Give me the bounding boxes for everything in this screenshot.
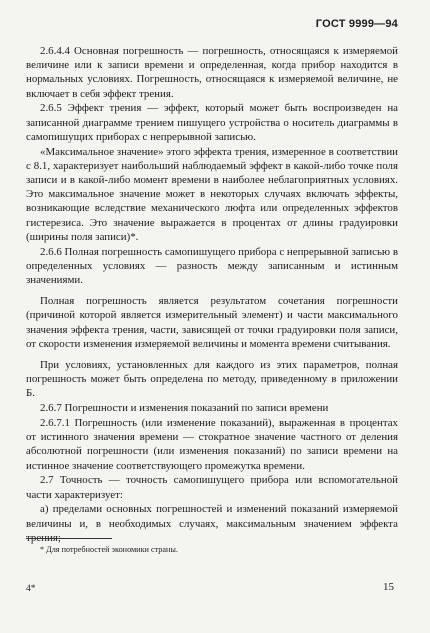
paragraph-2-6-7: 2.6.7 Погрешности и изменения показаний по записи времени — [40, 402, 329, 415]
paragraph-2-6-6: 2.6.6 Полная погрешность самопишущего прибора с непрерывной записью в определенных условиях — разность между записанным и истинным значениями. — [26, 245, 398, 287]
footnote: * Для потребностей экономики страны. — [40, 545, 178, 554]
page-header-standard: ГОСТ 9999—94 — [315, 18, 398, 30]
paragraph-conditions: При условиях, установленных для каждого из этих параметров, полная погрешность может быть определена по методу, приведенному в приложении Б. — [26, 359, 398, 400]
paragraph-2-6-5: 2.6.5 Эффект трения — эффект, который может быть воспроизведен на записанной диаграмме трением пишущего устройства о носитель диаграммы в самопишущих приборах с непрерывной записью. — [26, 102, 398, 143]
page-number: 15 — [383, 581, 394, 593]
signature-mark: 4* — [26, 584, 36, 594]
paragraph-max-value: «Максимальное значение» этого эффекта трения, измеренное в соответствии с 8.1, характеризует наибольший наблюдаемый эффект в какой-либо точке поля записи и в какой-либо момент времени в наиболее неблагоприятных условиях. Это максимальное значение может в некоторых случаях включать эффекты, возникающие вследствие механического люфта или определенных эффектов гистерезиса. Это значение выражается в процентах от длины градуировки (ширины поля записи)*. — [26, 145, 398, 243]
document-body — [26, 44, 398, 546]
paragraph-total-error: Полная погрешность является результатом сочетания погрешности (причиной которой является измерительный элемент) и части максимального значения эффекта трения, части, зависящей от точки градуировки поля записи, от скорости изменения измеряемой величины и момента времени считывания. — [26, 295, 398, 350]
footnote-divider — [26, 538, 112, 539]
paragraph-2-6-4-4: 2.6.4.4 Основная погрешность — погрешность, относящаяся к измеряемой величине или к записи времени и определенная, когда прибор находится в нормальных условиях. Погрешность, относящаяся к измеряемой величине, не включает в себя эффект трения. — [26, 45, 398, 100]
paragraph-2-6-7-1: 2.6.7.1 Погрешность (или изменение показаний), выраженная в процентах от истинного значения времени — стократное значение частного от деления абсолютной погрешности (или изменения показаний) по записи времени на истинное значение соответствующего промежутка времени. — [26, 417, 398, 472]
paragraph-2-7: 2.7 Точность — точность самопишущего прибора или вспомогательной части характеризует: — [26, 474, 398, 501]
paragraph-item-a: а) пределами основных погрешностей и изменений показаний измеряемой величины и, в необходимых случаях, максимальным значением эффекта трения; — [26, 503, 398, 544]
